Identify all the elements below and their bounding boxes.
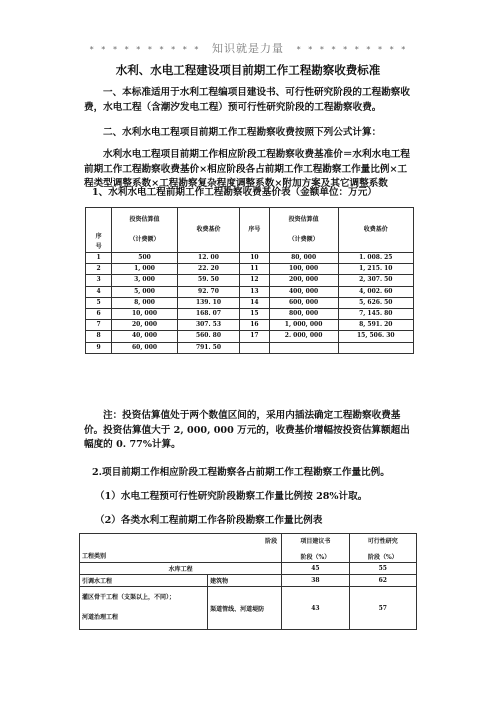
header-invest2: 投资估算值 （计费额）	[269, 208, 338, 253]
table-cell: 7	[86, 320, 112, 331]
header-stage-type: 阶段 工程类别	[80, 534, 282, 563]
table-cell: 400, 000	[269, 286, 338, 297]
row-diversion-b: 62	[349, 575, 416, 587]
header-stars-left: * * * * * * * * * *	[89, 45, 200, 54]
row-reservoir-a: 45	[282, 563, 349, 575]
table-cell: 139. 10	[177, 297, 239, 308]
table-header-row	[80, 534, 417, 563]
table1-title: 1、水利水电工程前期工作工程勘察收费基价表（金额单位：万元）	[92, 187, 377, 198]
table-cell: 12	[240, 275, 270, 286]
table-cell: 1	[86, 253, 112, 264]
table-cell: 12. 00	[177, 253, 239, 264]
header-invest: 投资估算值 （计费额）	[112, 208, 178, 253]
table-cell: 80, 000	[269, 253, 338, 264]
table-cell	[269, 342, 338, 353]
stage-ratio-table	[79, 533, 417, 630]
table-cell: 15	[240, 308, 270, 319]
table-cell: 20, 000	[112, 320, 178, 331]
table-cell: 500	[112, 253, 178, 264]
table-header-row	[86, 208, 414, 253]
row-irrigation-name: 灌区骨干工程（支渠以上，不同）； 河道治理工程	[80, 587, 208, 630]
header-proposal: 项目建议书 阶段（%）	[282, 534, 349, 563]
table-cell: 5, 626. 50	[338, 297, 413, 308]
table-cell: 60, 000	[112, 342, 178, 353]
table-cell: 600, 000	[269, 297, 338, 308]
table-row	[86, 308, 414, 319]
table-row	[86, 342, 414, 353]
table-cell: 4	[86, 286, 112, 297]
header-motto: 知识就是力量	[212, 42, 284, 55]
header-seq: 序 号	[86, 208, 112, 253]
table-row	[86, 297, 414, 308]
table-cell: 6	[86, 308, 112, 319]
table-cell: 3, 000	[112, 275, 178, 286]
table-cell: 8, 591. 20	[338, 320, 413, 331]
note-interpolation: 注：投资估算值处于两个数值区间的，采用内插法确定工程勘察收费基价。投资估算值大于 2, 000, 000 万元的，收费基价增幅按投资估算额超出幅度的 0. 77%计算。	[84, 410, 410, 450]
paragraph-formula: 水利水电工程项目前期工作相应阶段工程勘察收费基准价＝水利水电工程前期工作工程勘察收费基价×相应阶段各占前期工作工程勘察工作量比例×工程类型调整系数×工程勘察复杂程度调整系数×附加方案及其它调整系数	[84, 149, 410, 189]
table-cell	[240, 342, 270, 353]
table-row	[80, 575, 417, 587]
table-cell: 14	[240, 297, 270, 308]
fee-base-table	[85, 207, 414, 354]
item1-text: （1）水电工程预可行性研究阶段勘察工作量比例按 28%计取。	[95, 491, 368, 502]
row-diversion-a: 38	[282, 575, 349, 587]
table-cell: 4, 002. 60	[338, 286, 413, 297]
table-cell: 800, 000	[269, 308, 338, 319]
table-row	[86, 275, 414, 286]
table-cell: 1, 000, 000	[269, 320, 338, 331]
row-reservoir-b: 55	[349, 563, 416, 575]
table-cell: 9	[86, 342, 112, 353]
item2-text: （2）各类水利工程前期工作各阶段勘察工作量比例表	[95, 515, 323, 526]
table-cell: 8	[86, 331, 112, 342]
table-cell: 13	[240, 286, 270, 297]
table-row	[86, 253, 414, 264]
table-cell: 5	[86, 297, 112, 308]
table-cell	[338, 342, 413, 353]
table-row	[80, 587, 417, 630]
table-row	[86, 286, 414, 297]
table-cell: 1, 000	[112, 264, 178, 275]
row-irrigation-b: 57	[349, 587, 416, 630]
header-feasibility: 可行性研究 阶段（%）	[349, 534, 416, 563]
table-cell: 92. 70	[177, 286, 239, 297]
row-irrigation-sub: 渠道管线、河道堤防	[208, 587, 282, 630]
table-cell: 5, 000	[112, 286, 178, 297]
table-cell: 22. 20	[177, 264, 239, 275]
table-cell: 17	[240, 331, 270, 342]
table-cell: 100, 000	[269, 264, 338, 275]
header-base: 收费基价	[177, 208, 239, 253]
table-cell: 10	[240, 253, 270, 264]
page-header	[0, 40, 496, 56]
document-title: 水利、水电工程建设项目前期工作工程勘察收费标准	[115, 63, 381, 77]
table-cell: 791. 50	[177, 342, 239, 353]
table-cell: 1, 215. 10	[338, 264, 413, 275]
table-cell: 2, 307. 50	[338, 275, 413, 286]
header-base2: 收费基价	[338, 208, 413, 253]
row-reservoir-name: 水库工程	[80, 563, 282, 575]
table-cell: 15, 506. 30	[338, 331, 413, 342]
table-row	[80, 563, 417, 575]
row-diversion-name: 引调水工程	[80, 575, 208, 587]
table-cell: 560. 80	[177, 331, 239, 342]
table-cell: 307. 53	[177, 320, 239, 331]
table-cell: 1. 008. 25	[338, 253, 413, 264]
table-cell: 40, 000	[112, 331, 178, 342]
table-cell: 7, 145. 80	[338, 308, 413, 319]
table-cell: 8, 000	[112, 297, 178, 308]
table-cell: 3	[86, 275, 112, 286]
table-cell: 2	[86, 264, 112, 275]
paragraph-scope: 一、本标准适用于水利工程编项目建设书、可行性研究阶段的工程勘察收费，水电工程（含潮汐发电工程）预可行性研究阶段的工程勘察收费。	[84, 87, 410, 113]
section2-heading: 2.项目前期工作相应阶段工程勘察各占前期工作工程勘察工作量比例。	[92, 467, 390, 478]
table-cell: 200, 000	[269, 275, 338, 286]
table-cell: 10, 000	[112, 308, 178, 319]
table-row	[86, 320, 414, 331]
row-diversion-sub: 建筑物	[208, 575, 282, 587]
table-cell: 168. 07	[177, 308, 239, 319]
table-cell: 16	[240, 320, 270, 331]
table-row	[86, 264, 414, 275]
table-cell: 59. 50	[177, 275, 239, 286]
row-irrigation-a: 43	[282, 587, 349, 630]
table-cell: 2. 000, 000	[269, 331, 338, 342]
heading-formula: 二、水利水电工程项目前期工作工程勘察收费按照下列公式计算：	[103, 127, 382, 138]
header-seq2: 序号	[240, 208, 270, 253]
table-cell: 11	[240, 264, 270, 275]
table-row	[86, 331, 414, 342]
header-stars-right: * * * * * * * * * *	[296, 45, 407, 54]
